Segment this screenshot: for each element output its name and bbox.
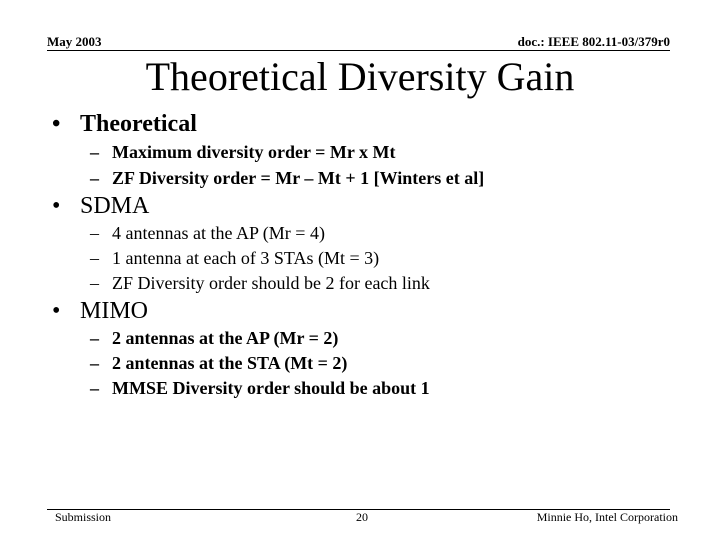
dash-marker: – (90, 142, 99, 162)
bullet-mimo (52, 297, 148, 325)
sub-item-text: 2 antennas at the STA (Mt = 2) (112, 353, 348, 373)
bullet-label: MIMO (80, 298, 149, 324)
header-doc-id: doc.: IEEE 802.11-03/379r0 (517, 34, 670, 49)
bullet-marker: • (52, 111, 61, 137)
bullet-label: Theoretical (80, 111, 197, 137)
sub-item-text: 1 antenna at each of 3 STAs (Mt = 3) (112, 248, 380, 268)
sub-item-text: ZF Diversity order = Mr – Mt + 1 [Winters et al] (112, 168, 485, 188)
bullet-marker: • (52, 193, 61, 219)
bullet-label: SDMA (80, 193, 150, 219)
dash-marker: – (90, 248, 99, 268)
dash-marker: – (90, 378, 99, 398)
sub-item (90, 141, 396, 163)
sub-item-text: 4 antennas at the AP (Mr = 4) (112, 223, 325, 243)
footer-page-number: 20 (356, 510, 368, 524)
footer-submission: Submission (55, 510, 112, 524)
slide-title: Theoretical Diversity Gain (145, 54, 575, 99)
sub-item (90, 352, 347, 374)
dash-marker: – (90, 273, 99, 293)
dash-marker: – (90, 223, 99, 243)
sub-item (90, 272, 430, 294)
sub-item (90, 377, 430, 399)
dash-marker: – (90, 168, 99, 188)
bullet-marker: • (52, 298, 61, 324)
header-rule (47, 50, 670, 51)
bullet-sdma (52, 192, 149, 220)
sub-item (90, 247, 379, 269)
sub-item-text: Maximum diversity order = Mr x Mt (112, 142, 396, 162)
sub-item-text: 2 antennas at the AP (Mr = 2) (112, 328, 339, 348)
sub-item-text: MMSE Diversity order should be about 1 (112, 378, 430, 398)
sub-item (90, 222, 325, 244)
dash-marker: – (90, 328, 99, 348)
dash-marker: – (90, 353, 99, 373)
header-date: May 2003 (47, 34, 102, 49)
sub-item (90, 327, 338, 349)
footer-author: Minnie Ho, Intel Corporation (536, 510, 678, 524)
sub-item (90, 167, 484, 189)
sub-item-text: ZF Diversity order should be 2 for each link (112, 273, 430, 293)
bullet-theoretical (52, 110, 197, 138)
